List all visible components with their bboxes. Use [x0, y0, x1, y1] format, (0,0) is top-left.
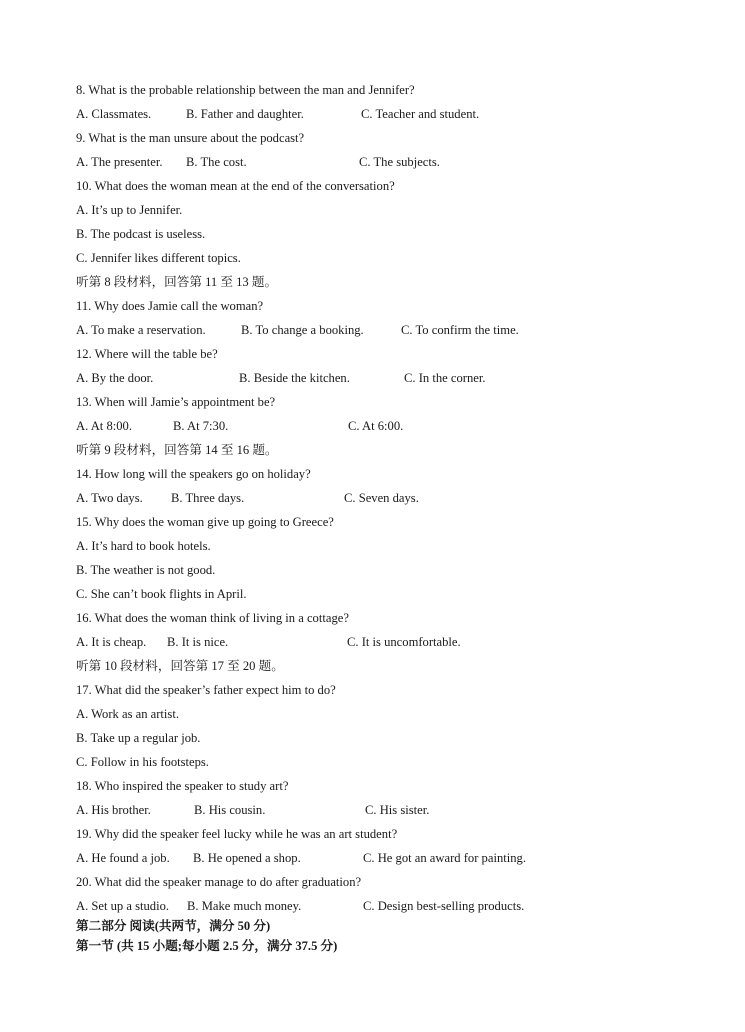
option-c: C. Teacher and student. [361, 107, 480, 121]
section-instruction-10: 听第 10 段材料，回答第 17 至 20 题。 [76, 659, 284, 673]
option-a: A. His brother. [76, 803, 151, 817]
option-c: C. He got an award for painting. [363, 851, 526, 865]
option-a: A. He found a job. [76, 851, 170, 865]
option-c: C. Seven days. [344, 491, 419, 505]
option-c: C. Jennifer likes different topics. [76, 251, 241, 265]
option-a: A. To make a reservation. [76, 323, 206, 337]
option-b: B. The podcast is useless. [76, 227, 206, 241]
question-20: 20. What did the speaker manage to do after graduation? [76, 875, 362, 889]
section-instruction-8: 听第 8 段材料，回答第 11 至 13 题。 [76, 275, 278, 289]
option-a: A. By the door. [76, 371, 154, 385]
option-b: B. Father and daughter. [186, 107, 304, 121]
option-b: B. Make much money. [187, 899, 302, 913]
option-b: B. The weather is not good. [76, 563, 216, 577]
option-b: B. The cost. [186, 155, 247, 169]
option-a: A. It’s hard to book hotels. [76, 539, 211, 553]
question-12: 12. Where will the table be? [76, 347, 218, 361]
question-8: 8. What is the probable relationship between the man and Jennifer? [76, 83, 415, 97]
section-heading: 第一节 (共 15 小题;每小题 2.5 分，满分 37.5 分) [76, 939, 338, 953]
option-a: A. Work as an artist. [76, 707, 179, 721]
option-a: A. At 8:00. [76, 419, 132, 433]
option-a: A. Two days. [76, 491, 143, 505]
option-c: C. Design best-selling products. [363, 899, 525, 913]
question-16: 16. What does the woman think of living in a cottage? [76, 611, 349, 625]
question-10: 10. What does the woman mean at the end of the conversation? [76, 179, 395, 193]
option-c: C. She can’t book flights in April. [76, 587, 247, 601]
option-b: B. He opened a shop. [193, 851, 301, 865]
question-13: 13. When will Jamie’s appointment be? [76, 395, 276, 409]
option-b: B. His cousin. [194, 803, 266, 817]
option-a: A. It is cheap. [76, 635, 147, 649]
option-c: C. Follow in his footsteps. [76, 755, 209, 769]
question-15: 15. Why does the woman give up going to Greece? [76, 515, 334, 529]
option-b: B. To change a booking. [241, 323, 364, 337]
option-a: A. Classmates. [76, 107, 152, 121]
question-19: 19. Why did the speaker feel lucky while he was an art student? [76, 827, 398, 841]
question-18: 18. Who inspired the speaker to study art? [76, 779, 289, 793]
option-c: C. His sister. [365, 803, 430, 817]
option-c: C. To confirm the time. [401, 323, 519, 337]
question-14: 14. How long will the speakers go on holiday? [76, 467, 311, 481]
option-c: C. In the corner. [404, 371, 486, 385]
option-a: A. Set up a studio. [76, 899, 170, 913]
option-a: A. The presenter. [76, 155, 163, 169]
question-9: 9. What is the man unsure about the podcast? [76, 131, 305, 145]
option-c: C. The subjects. [359, 155, 440, 169]
option-c: C. It is uncomfortable. [347, 635, 461, 649]
question-11: 11. Why does Jamie call the woman? [76, 299, 264, 313]
option-b: B. Beside the kitchen. [239, 371, 350, 385]
part-heading: 第二部分 阅读(共两节，满分 50 分) [76, 919, 271, 933]
option-a: A. It’s up to Jennifer. [76, 203, 183, 217]
option-b: B. Take up a regular job. [76, 731, 201, 745]
option-c: C. At 6:00. [348, 419, 404, 433]
option-b: B. At 7:30. [173, 419, 229, 433]
section-instruction-9: 听第 9 段材料，回答第 14 至 16 题。 [76, 443, 278, 457]
question-17: 17. What did the speaker’s father expect him to do? [76, 683, 336, 697]
option-b: B. Three days. [171, 491, 245, 505]
option-b: B. It is nice. [167, 635, 229, 649]
